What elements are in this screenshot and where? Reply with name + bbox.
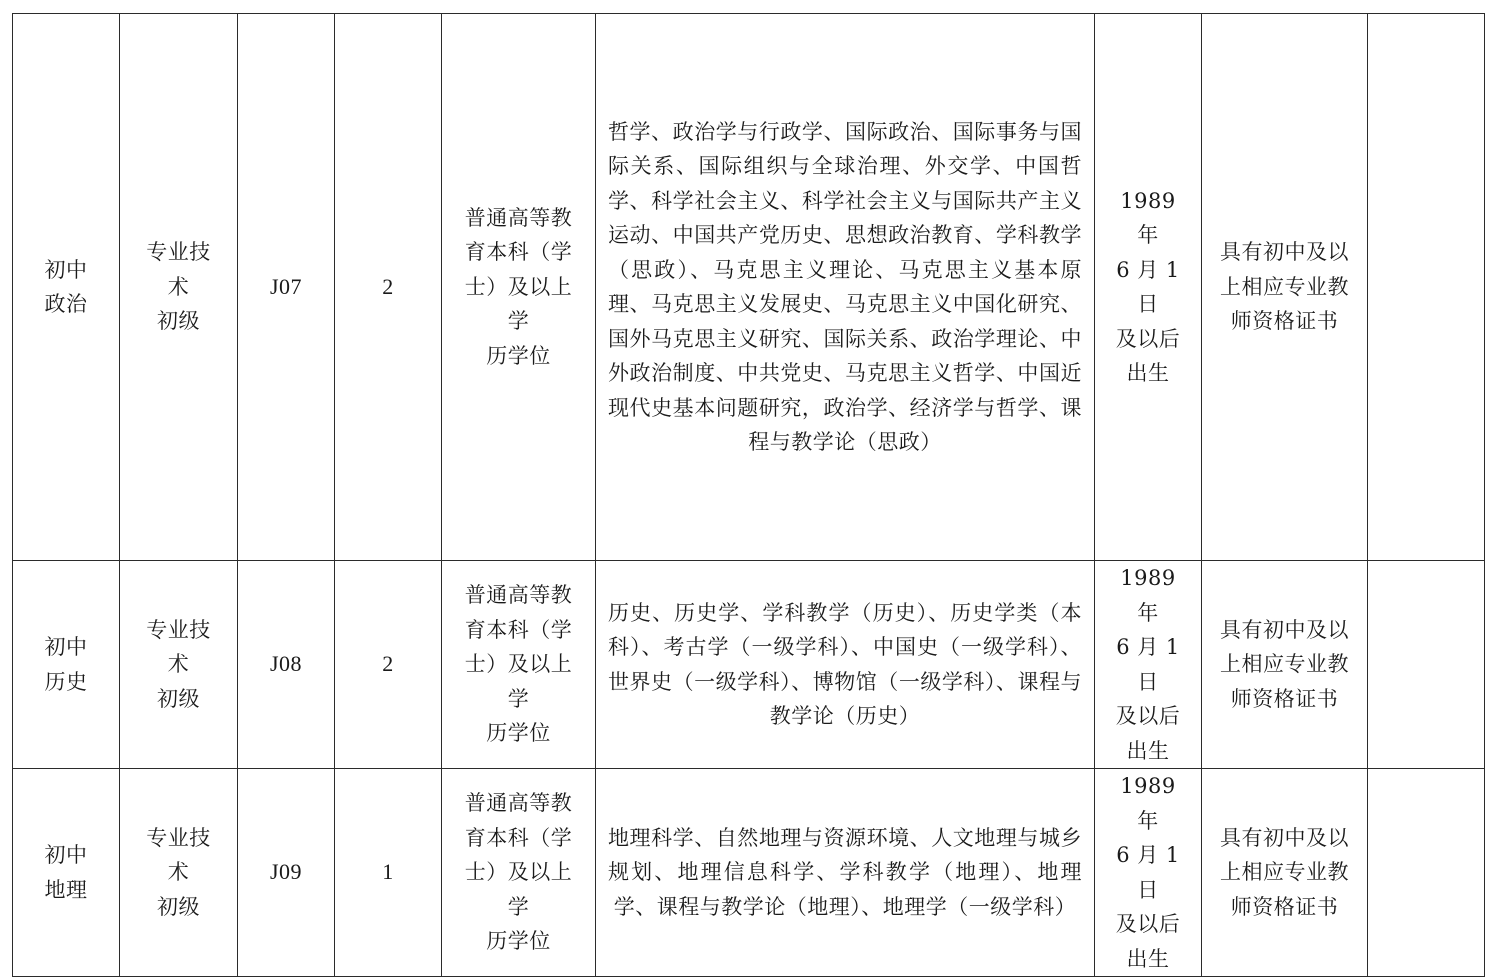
post-level-text: 专业技术 初级 xyxy=(146,825,211,919)
headcount-cell xyxy=(335,14,442,561)
education-text: 普通高等教 育本科（学 士）及以上学 历学位 xyxy=(464,205,573,368)
education-text: 普通高等教 育本科（学 士）及以上学 历学位 xyxy=(464,791,573,954)
post-level-cell xyxy=(120,561,238,769)
post-code-cell xyxy=(238,561,335,769)
majors-text: 历史、历史学、学科教学（历史）、历史学类（本科）、考古学（一级学科）、中国史（一级学科）、世界史（一级学科）、博物馆（一级学科）、课程与教学论（历史） xyxy=(608,600,1082,728)
headcount-cell xyxy=(335,561,442,769)
headcount-text: 1 xyxy=(382,859,394,885)
majors-cell xyxy=(596,14,1095,561)
post-code-text: J08 xyxy=(269,651,303,677)
subject-text: 初中 政治 xyxy=(44,257,88,316)
table-row xyxy=(13,14,1485,561)
majors-cell xyxy=(596,769,1095,977)
headcount-text: 2 xyxy=(382,651,394,677)
subject-cell xyxy=(13,769,120,977)
post-level-cell xyxy=(120,14,238,561)
table-row xyxy=(13,769,1485,977)
birth-requirement-text: 1989 年 6 月 1 日 及以后 出生 xyxy=(1115,774,1181,971)
majors-cell xyxy=(596,561,1095,769)
post-code-cell xyxy=(238,14,335,561)
subject-cell xyxy=(13,561,120,769)
certificate-text: 具有初中及以 上相应专业教 师资格证书 xyxy=(1220,617,1349,711)
table-row xyxy=(13,561,1485,769)
majors-text: 哲学、政治学与行政学、国际政治、国际事务与国际关系、国际组织与全球治理、外交学、中国哲学、科学社会主义、科学社会主义与国际共产主义运动、中国共产党历史、思想政治教育、学科教学（思政）、马克思主义理论、马克思主义基本原理、马克思主义发展史、马克思主义中国化研究、国外马克思主义研究、国际关系、政治学理论、中外政治制度、中共党史、马克思主义哲学、中国近现代史基本问题研究，政治学、经济学与哲学、课程与教学论（思政） xyxy=(608,119,1082,454)
post-level-cell xyxy=(120,769,238,977)
post-level-text: 专业技术 初级 xyxy=(146,617,211,711)
birth-requirement-text: 1989 年 6 月 1 日 及以后 出生 xyxy=(1115,188,1181,385)
remarks-cell xyxy=(1368,14,1485,561)
education-text: 普通高等教 育本科（学 士）及以上学 历学位 xyxy=(464,583,573,746)
post-code-text: J09 xyxy=(269,859,303,885)
remarks-cell xyxy=(1368,769,1485,977)
subject-cell xyxy=(13,14,120,561)
education-cell xyxy=(442,561,596,769)
certificate-cell xyxy=(1202,561,1368,769)
headcount-text: 2 xyxy=(382,273,394,299)
majors-text: 地理科学、自然地理与资源环境、人文地理与城乡规划、地理信息科学、学科教学（地理）、地理学、课程与教学论（地理）、地理学（一级学科） xyxy=(608,825,1082,919)
post-code-text: J07 xyxy=(269,273,303,299)
recruitment-table xyxy=(12,13,1485,977)
education-cell xyxy=(442,14,596,561)
headcount-cell xyxy=(335,769,442,977)
birth-requirement-cell xyxy=(1095,14,1202,561)
education-cell xyxy=(442,769,596,977)
certificate-text: 具有初中及以 上相应专业教 师资格证书 xyxy=(1220,825,1349,919)
subject-text: 初中 历史 xyxy=(44,635,88,694)
post-code-cell xyxy=(238,769,335,977)
birth-requirement-cell xyxy=(1095,769,1202,977)
certificate-cell xyxy=(1202,14,1368,561)
birth-requirement-cell xyxy=(1095,561,1202,769)
subject-text: 初中 地理 xyxy=(44,843,88,902)
remarks-cell xyxy=(1368,561,1485,769)
post-level-text: 专业技术 初级 xyxy=(146,240,211,334)
birth-requirement-text: 1989 年 6 月 1 日 及以后 出生 xyxy=(1115,566,1181,763)
certificate-cell xyxy=(1202,769,1368,977)
certificate-text: 具有初中及以 上相应专业教 师资格证书 xyxy=(1220,240,1349,334)
